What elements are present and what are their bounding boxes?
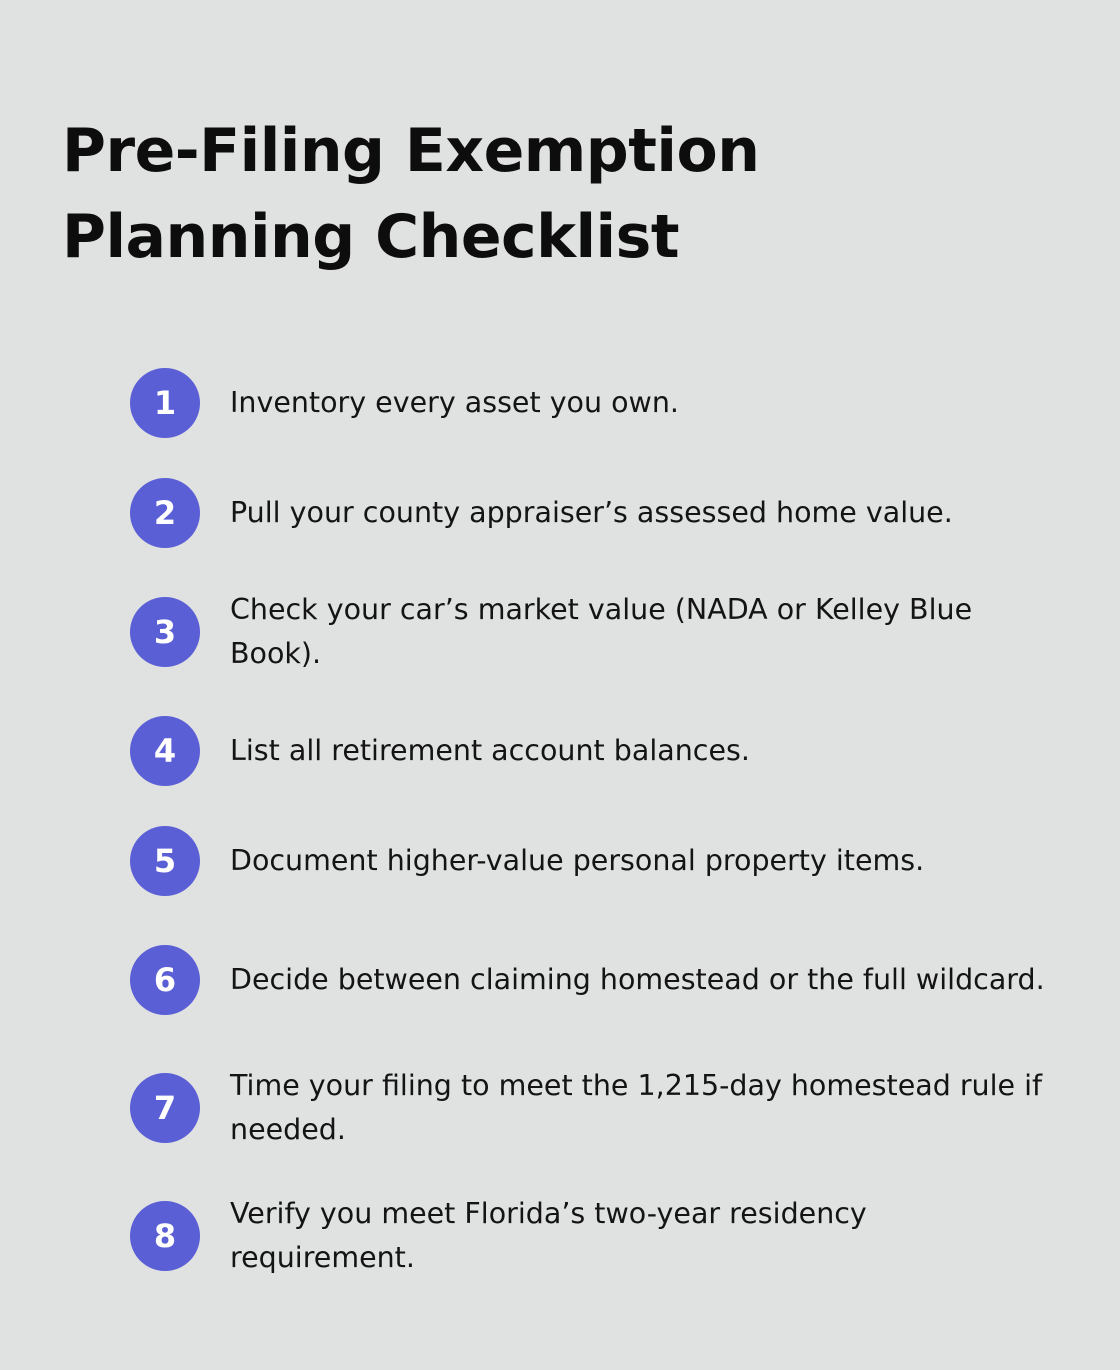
checklist-item-1 (130, 368, 1060, 438)
checklist-item-text: Document higher-value personal property items. (230, 844, 925, 877)
step-number-badge: 3 (130, 597, 200, 667)
checklist-item-text: Decide between claiming homestead or the full wildcard. (230, 963, 1045, 996)
step-number-badge: 4 (130, 716, 200, 786)
step-number-badge: 7 (130, 1073, 200, 1143)
checklist-item-text: List all retirement account balances. (230, 734, 750, 767)
checklist-item-text: Pull your county appraiser’s assessed home value. (230, 496, 953, 529)
checklist-item-3 (130, 593, 1060, 670)
checklist-item-5 (130, 826, 1060, 896)
page-title: Pre-Filing Exemption Planning Checklist (62, 116, 760, 272)
checklist-item-8 (130, 1197, 1060, 1274)
step-number-badge: 2 (130, 478, 200, 548)
step-number-badge: 8 (130, 1201, 200, 1271)
step-number-badge: 1 (130, 368, 200, 438)
checklist-item-text: Inventory every asset you own. (230, 386, 679, 419)
step-number-badge: 5 (130, 826, 200, 896)
checklist-item-text: Time your filing to meet the 1,215-day homestead rule if needed. (230, 1069, 1043, 1146)
checklist-item-2 (130, 478, 1060, 548)
checklist-item-text: Verify you meet Florida’s two-year residency requirement. (230, 1197, 867, 1274)
checklist-item-7 (130, 1069, 1060, 1146)
checklist-item-text: Check your car’s market value (NADA or Kelley Blue Book). (230, 593, 973, 670)
checklist-item-6 (130, 945, 1060, 1015)
step-number-badge: 6 (130, 945, 200, 1015)
checklist-item-4 (130, 716, 1060, 786)
